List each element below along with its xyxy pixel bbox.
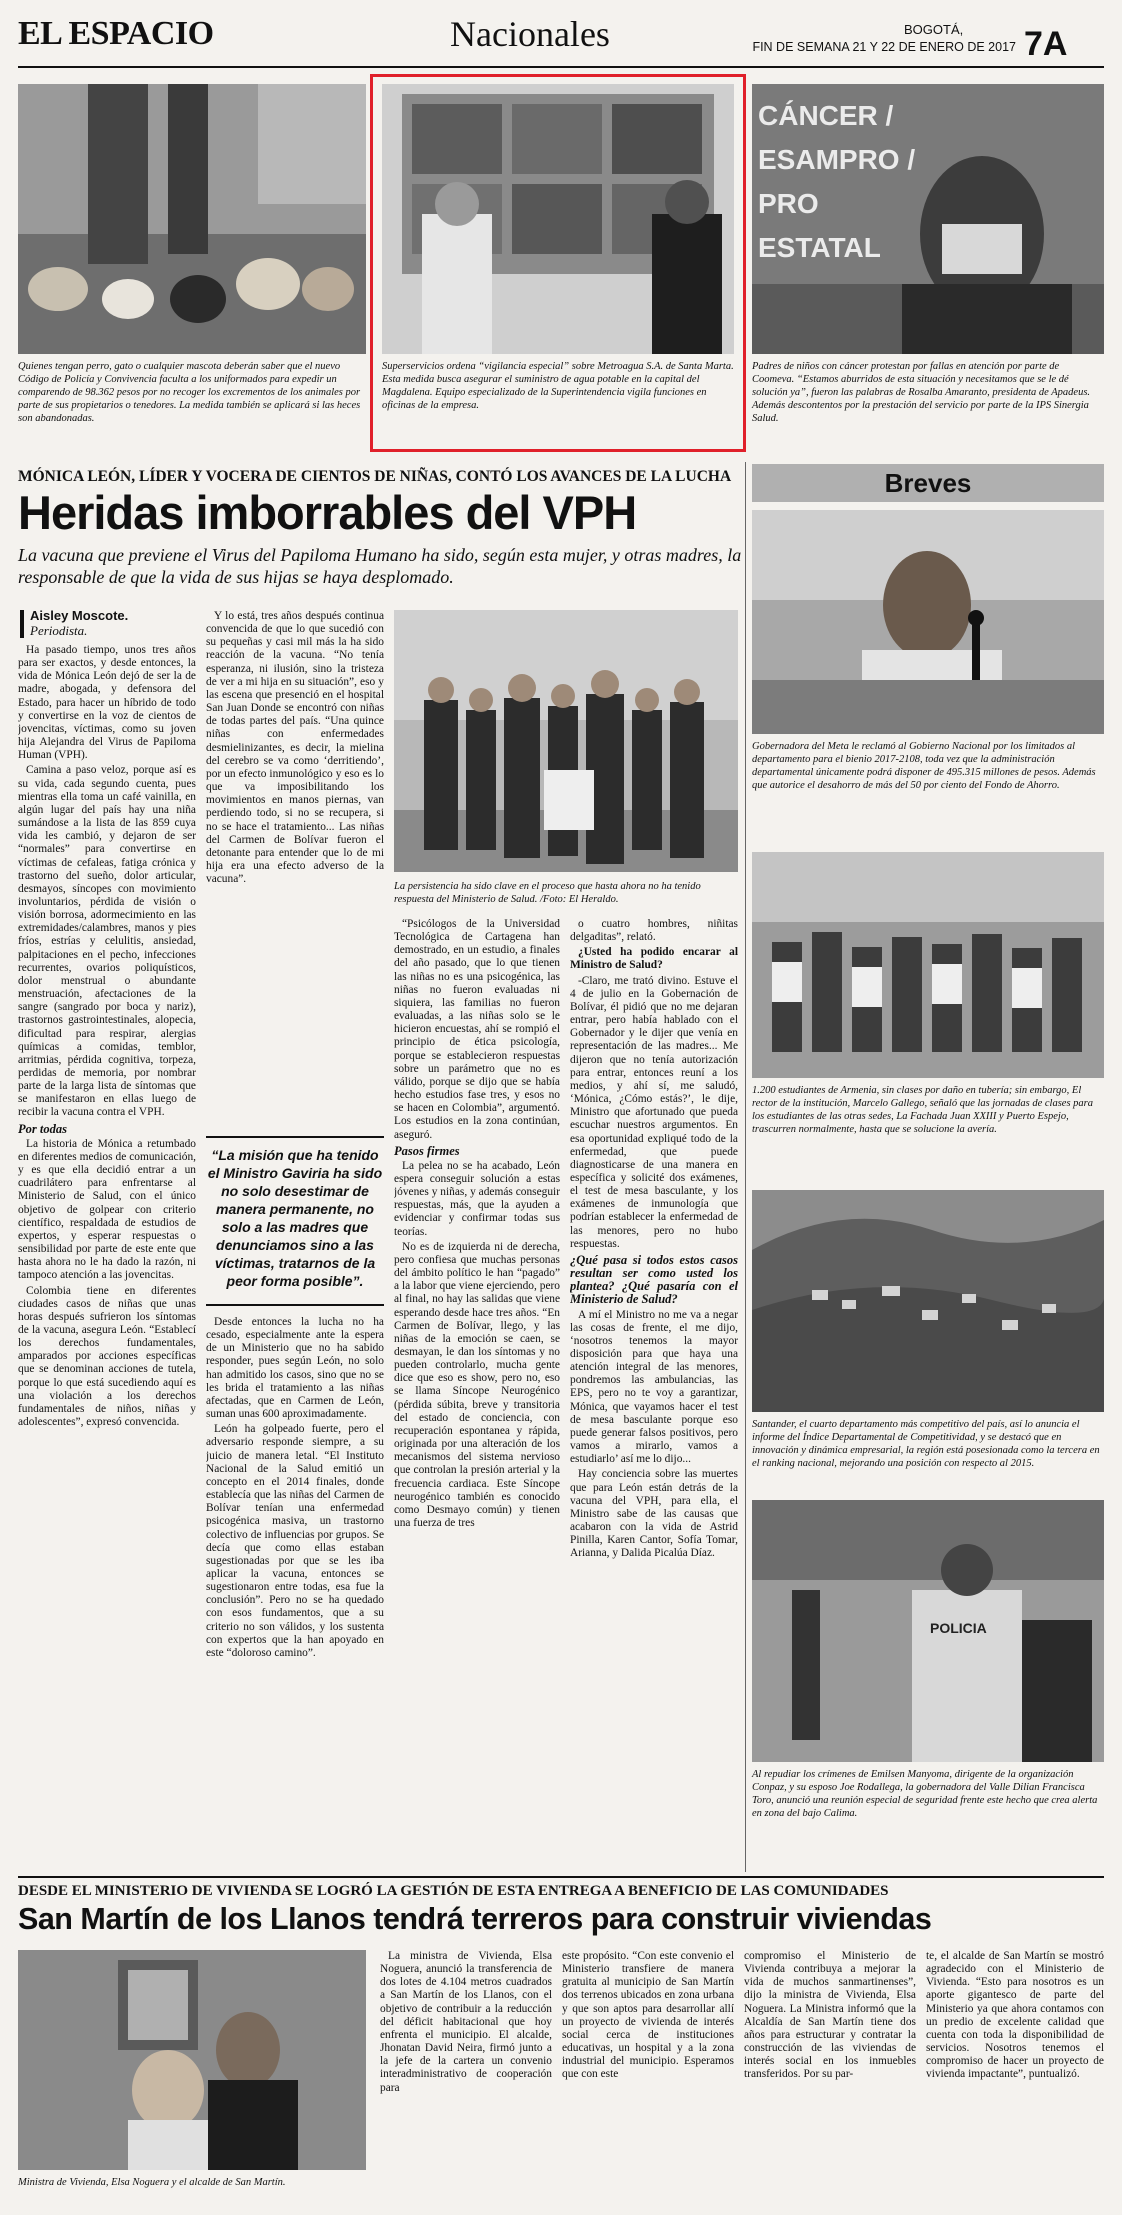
photo-students-armenia [752,852,1104,1078]
main-col1-p4: Colombia tiene en diferentes ciudades casos de niñas que unas horas después sufrieron los síntomas de la vacuna, asegura León. “Establecí los derechos fundamentales, amparados por acciones específicas que se denominan acciones de tutela, porque lo que está sucediendo aquí es una violación a los derechos fundamentales de niños, niñas y adolescentes”, expresó convencida. [18,1284,196,1429]
bottom-headline: San Martín de los Llanos tendrá terreros para construir viviendas [18,1902,932,1936]
pull-quote-text: “La misión que ha tenido el Ministro Gaviria ha sido no solo desestimar de manera permanente, no solo a las madres que denunciamos sino a las víctimas, tratarnos de la peor forma posible”. [207,1147,383,1289]
main-kicker: MÓNICA LEÓN, LÍDER Y VOCERA DE CIENTOS DE NIÑAS, CONTÓ LOS AVANCES DE LA LUCHA [18,468,732,485]
main-col2-p2: Desde entonces la lucha no ha cesado, especialmente ante la espera de un Ministerio que no ha sabido responder, pues según León, no solo han admitido los casos, sino que no se les brida el tratamiento a las niñas afectadas, que en Carmen de León, suman unas 600 aproximadamente. [206,1316,384,1421]
main-subhead-por-todas: Por todas [18,1121,67,1136]
photo-santander [752,1190,1104,1412]
main-col3-p3: No es de izquierda ni de derecha, pero confiesa que muchas personas del ámbito político le han “pagado” a la labor que viene ejerciendo, pero al final, no hay las salidas que viene esperando desde hace tres años. “En Carmen de Bolívar, llego, y las niñas de la emoción se caen, se desmayan, le dan los síntomas y no pueden controlarlo, mucha gente dice que eso es show, pero no, eso se llama Síncope Neurogénico (pérdida súbita, breve y transitoria del estado de conciencia, con recuperación espontanea y rápida, originada por una alteración de los mecanismos del sistema nervioso que controlan la presión arterial y la frecuencia cardiaca. Este Síncope neurogénico también es conocido como Desmayo común) y tienen una fuerza de tres [394,1240,560,1530]
caption-students-armenia: 1.200 estudiantes de Armenia, sin clases por daño en tubería; sin embargo, El rector de la institución, Marcelo Gallego, señaló que las jornadas de clases para los estudiantes de las otras sedes, La Fachada Juan XXIII y Puerto Espejo, trascurren normalmente, hasta que se solucione la avería. [752,1085,1094,1135]
breves-divider [745,462,746,1872]
caption-mothers: La persistencia ha sido clave en el proceso que hasta ahora no ha tenido respuesta del Ministerio de Salud. /Foto: El Heraldo. [394,881,701,905]
caption-santander: Santander, el cuarto departamento más competitivo del país, así lo anuncia el informe del Índice Departamental de Competitividad, y se destacó que en innovación y dinámica empresarial, la región está posesionada como la tercera en el ranking nacional, mejorando una posición con respecto al 2015. [752,1419,1100,1469]
pull-quote [206,1136,384,1306]
photo-governor-meta [752,510,1104,734]
bottom-col-4 [926,1950,1104,2200]
main-col2-p3: León ha golpeado fuerte, pero el adversario responde siempre, a su juicio de manera letal. “El Instituto Nacional de la Salud emitió un concepto en el 2014 finales, donde establecía que las niñas del Carmen de Bolívar tenían una enfermedad psicogénica masiva, un trastorno colectivo de influencias por grupos. Se decía que como ellas estaban sugestionadas por que se les iba aplicar la vacuna, entonces se sugestionaron entre todas, esa fue la conclusión”. Pero no se ha quedado con esos fundamentos, que a su criterio no son válidos, y los sustenta con expertos que la han apoyado en este “doloroso camino”. [206,1423,384,1659]
bottom-col1-text: La ministra de Vivienda, Elsa Noguera, anunció la transferencia de dos lotes de 4.104 metros cuadrados a San Martín de los Llanos, con el objetivo de contribuir a la reducción del déficit habitacional que hoy enfrenta el municipio. El alcalde, Jhonatan David Neira, firmó junto a la jefe de la cartera un convenio interadministrativo de cooperación para [380,1950,552,2094]
police-vest-text: POLICIA [930,1620,987,1636]
bottom-col3-text: compromiso el Ministerio de Vivienda contribuya a mejorar la vida de muchos sanmartinenses”, dijo la ministra de Vivienda, Elsa Noguera. La Ministra informó que la Alcaldía de San Martín tiene dos años para estructurar y contratar la construcción de las viviendas de interés social en los inmuebles transferidos. Por su par- [744,1950,916,2081]
caption-ministra-alcalde: Ministra de Vivienda, Elsa Noguera y el alcalde de San Martín. [18,2177,286,2188]
protest-banner-text: CÁNCER / ESAMPRO / PRO ESTATAL [758,100,916,263]
header-date: FIN DE SEMANA 21 Y 22 DE ENERO DE 2017 [752,40,1016,54]
bottom-kicker: DESDE EL MINISTERIO DE VIVIENDA SE LOGRÓ LA GESTIÓN DE ESTA ENTREGA A BENEFICIO DE LAS COMUNIDADES [18,1883,889,1899]
author-bar [20,610,24,638]
main-col1-p1: Ha pasado tiempo, unos tres años para ser exactos, y desde entonces, la vida de Mónica León dejó de ser la de madre, abogada, y defensora del Estado, para hacer un híbrido de todo y convertirse en la voz de cientos de jovencitas, víctimas, como su joven hija Alejandra del Virus de Papiloma Human (VPH). [18,644,196,762]
bottom-col-2 [562,1950,734,2200]
main-subhead-pasos-firmes: Pasos firmes [394,1143,460,1158]
main-col2-p1: Y lo está, tres años después continua convencida de que lo que sucedió con su pequeñas y casi mil más la ha sido reacción de la vacuna. “No tenía esperanza, ni ilusión, sino la tristeza de ver a mi hija en su situación”, eso y las escena que presenció en el hospital San Juan Donde se encontró con niñas de todas partes del país. “Una quince niñas con enfermedades desmielinizantes, es decir, la mielina del cerebro se va como ‘derritiendo’, por un efecto inmunológico y eso es lo que va imposibilitando los movimientos en manos piernas, van perdiendo todo, si no se recupera, si no se hace el tratamiento... Las niñas del Carmen de Bolívar fueron el detonante para entender que lo de mi hija era una efecto adverso de la vacuna”. [206,610,384,886]
main-col3-p1: “Psicólogos de la Universidad Tecnológica de Cartagena han demostrado, en un estudio, a finales del año pasado, que lo que tienen las niñas no es una psicogénica, las niñas no fueron evaluadas ni siquiera, las familias no fueron evaluadas, a las niñas solo se le hicieron encuestas, ahí se rompió el principio de ética psicología, porque se establecieron respuestas sobre un parámetro que no es válido, porque se dijo que se había hecho estudios fase tres, y esos no se hacen en Colombia”, argumentó. Los estudios en la zona continúan, aseguró. [394,918,560,1141]
main-col4-p2: -Claro, me trató divino. Estuve el 4 de julio en la Gobernación de Bolívar, él pidió que no me dejaran entrar, pero había hablado con el Gobernador y le dijer que venía en representación de las madres... Me dijeron que no tenía autorización para entrar, entonces reuní a los medios, y ahí sí, me saludó, ‘Mónica, ¿Cómo estás?’, le dije, Ministro que afortunado que pueda escuchar nuestros argumentos. En esa oportunidad expliqué todo de la enfermedad, que puede diagnosticarse de una manera en específica y solicité dos exámenes, el test de mesa basculante, y los exámenes de inmunología que podrían establecer la enfermedad de las menores, pero no hubo respuestas. [570,974,738,1250]
section-title: Nacionales [450,14,610,54]
main-col-4 [570,918,738,1866]
caption-protest: Padres de niños con cáncer protestan por fallas en atención por parte de Coomeva. “Estamos aburridos de esta situación y necesitamos que se le dé solución ya”, fueron las palabras de Rosalba Amaranto, presidenta de Apadeus. Además descontentos por la prestación del servicio por parte de la IPS Sinergia Salud. [752,361,1091,424]
bottom-top-rule [18,1876,1104,1878]
main-col4-p1: o cuatro hombres, niñitas delgaditas”, relató. [570,918,738,944]
photo-police-valle [752,1500,1104,1762]
photo-protest [752,84,1104,354]
photo-ministra-alcalde [18,1950,366,2170]
breves-header: Breves [752,464,1104,502]
bottom-col-1 [380,1950,552,2200]
main-col4-question: ¿Usted ha podido encarar al Ministro de Salud? [570,946,738,972]
bottom-col-3 [744,1950,916,2200]
masthead-logo: EL ESPACIO [18,15,214,52]
main-col-1 [18,644,196,1866]
bottom-col4-text: te, el alcalde de San Martín se mostró agradecido con el Ministerio de Vivienda. “Esto para nosotros es un aporte gigantesco de parte del Ministerio ya que ahora contamos con un predio de excelente calidad que cuenta con toda la disponibilidad de servicios. Nosotros tenemos el compromiso de hacer un proyecto de vivienda impactante”, puntualizó. [926,1950,1104,2081]
photo-mothers [394,610,738,872]
caption-dogs: Quienes tengan perro, gato o cualquier mascota deberán saber que el nuevo Código de Policía y Convivencia faculta a los uniformados para expedir un comparendo de 98.362 pesos por no recoger los excrementos de los animales por parte de sus propietarios o tenedores. La medida también se aplicará si las heces son abandonadas. [18,361,361,424]
main-col3-p2: La pelea no se ha acabado, León espera conseguir solución a estas jóvenes y niñas, y además conseguir respuestas, más, que la ayuden a evidenciar y confirmar todas sus teorías. [394,1159,560,1238]
page-number: 7A [1024,25,1068,63]
main-col1-p2: Camina a paso veloz, porque así es su vida, cada segundo cuenta, pues mientras ella toma un café vainilla, en algún lugar del país hay una niña sumándose a la lista de las 859 cuya vida les cambió, y dejaron de ser “normales” para convertirse en víctimas de cefaleas, fatiga crónica y trastorno del sueño, dolor articular, desmayos, síncopes con movimiento involuntarios, pérdida de visión o visión borrosa, adormecimiento en las extremidades/calambres, manos y pies fríos, estrías y celulitis, ansiedad, palpitaciones en el pecho, infecciones recurrentes, ovarios poliquísticos, dolor menstrual o abundante menstruación, afectaciones de la sangre (sangrado por boca y nariz), trastornos gastrointestinales, alopecia, dificultad para respirar, alergias químicas a comidas, temblor, arritmias, pérdida cognitiva, torpeza, perdidas de memoria, por nombrar parte de la larga lista de síntomas que se manifestaron en ellas luego de recibir la vacuna contra el VPH. [18,764,196,1119]
header-rule [18,66,1104,68]
main-headline: Heridas imborrables del VPH [18,486,637,539]
author-name: Aisley Moscote. [30,608,129,623]
main-col1-p3: La historia de Mónica a retumbado en diferentes medios de comunicación, y es que ella decidió entrar a un cuadrilátero para enfrentarse al Ministerio de Salud, con el único objetivo de golpear con criterio científico, respaldada de estudios de expertos, y esperar respuestas o sensibilidad por parte de este ente que hasta ahora no le ha dado la razón, ni tampoco atención a las jovencitas. [18,1137,196,1282]
main-col-3 [394,918,560,1866]
photo-dogs [18,84,366,354]
main-col-2 [206,610,384,1130]
header-city: BOGOTÁ, [904,22,964,37]
main-deck: La vacuna que previene el Virus del Papiloma Humano ha sido, según esta mujer, y otras madres, la responsable de que la vida de sus hijas se haya desplomado. [18,545,742,587]
main-subhead-question: ¿Qué pasa si todos estos casos resultan ser como usted los plantea? ¿Qué pasaría con el Ministerio de Salud? [570,1252,738,1307]
bottom-col2-text: este propósito. “Con este convenio el Ministerio transfiere de manera gratuita al municipio de San Martín dos terrenos ubicados en zona urbana y que son aptos para desarrollar allí un proyecto de vivienda de interés social cerca de instituciones educativas, un hospital y a la zona industrial del municipio. Esperamos que con este [562,1950,734,2081]
caption-superservicios: Superservicios ordena “vigilancia especial” sobre Metroagua S.A. de Santa Marta. Esta medida busca asegurar el suministro de agua potable en la capital del Magdalena. Equipo especializado de la Superintendencia vigila funciones en oficinas de la empresa. [382,361,734,411]
main-col4-p4: Hay conciencia sobre las muertes que para León están detrás de la vacuna del VPH, para ella, el Ministro sabe de las causas que acabaron con la vida de Astrid Pinilla, Karen Cantor, Sofía Tomar, Arianna, y Dalida Picalúa Díaz. [570,1468,738,1560]
author-role: Periodista. [30,623,88,638]
caption-governor-meta: Gobernadora del Meta le reclamó al Gobierno Nacional por los limitados al departamento para el bienio 2017-2108, toda vez que la administración departamental únicamente podrá disponer de 495.315 millones de pesos. Además que autorice el desahorro de más del 50 por ciento del Fondo de Ahorro. [752,741,1096,791]
photo-superservicios [382,84,734,354]
main-col-2b [206,1316,384,1866]
caption-police-valle: Al repudiar los crímenes de Emilsen Manyoma, dirigente de la organización Conpaz, y su esposo Joe Rodallega, la gobernadora del Valle Dilian Francisca Toro, anunció una reunión especial de seguridad frente este hecho que crea alerta en zona del bajo Calima. [752,1769,1098,1819]
main-col4-p3: A mí el Ministro no me va a negar las cosas de frente, el me dijo, ‘nosotros tenemos la mayor disposición para que haya una atención integral de las menores, pondremos las ambulancias, las EPS, pero no te voy a garantizar, Mónica, que vayamos hacer el test de mesa basculante porque eso puede generar falsos positivos, pero vamos a mirarlo, vamos a estudiarlo’ así me lo dijo... [570,1308,738,1466]
